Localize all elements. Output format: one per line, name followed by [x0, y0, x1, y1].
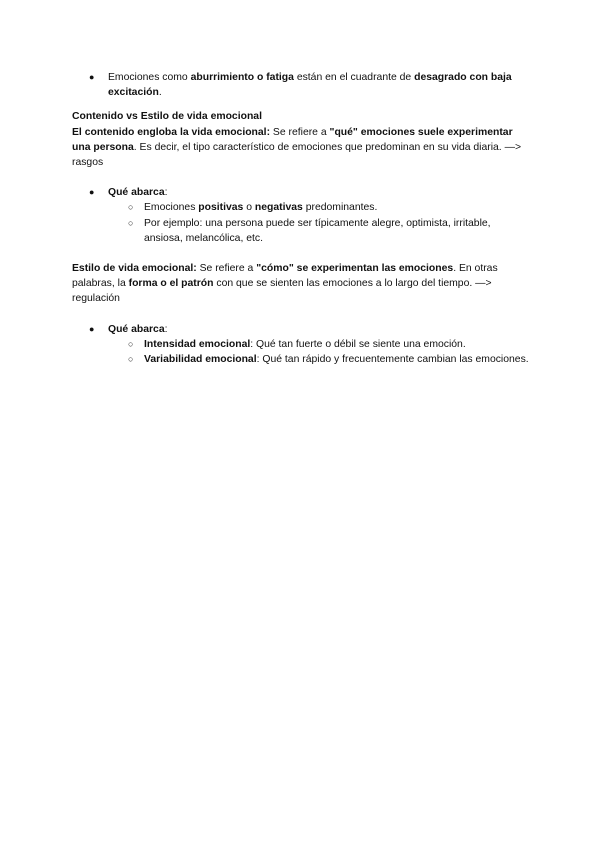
intro-bold-1: aburrimiento o fatiga: [190, 72, 294, 83]
estilo-lead: Estilo de vida emocional:: [72, 263, 197, 275]
intro-text-2: están en el cuadrante de: [293, 72, 415, 83]
disc-bullet-icon: ●: [89, 323, 95, 334]
abarca-label: Qué abarca: [108, 187, 165, 199]
contenido-text-2: . Es decir, el tipo característico de emociones que predominan en su vida diaria. —> rasgos: [72, 141, 522, 169]
contenido-list: [72, 185, 532, 246]
list-item: ● Qué abarca:: [72, 185, 532, 200]
estilo-list: [72, 322, 532, 368]
estilo-paragraph: Estilo de vida emocional: Se refiere a "cómo" se experimentan las emociones. En otras palabras, la forma o el patrón con que se sienten las emociones a lo largo del tiempo. —> regulación: [72, 263, 498, 305]
contenido-text-1: Se refiere a: [270, 126, 330, 138]
contenido-paragraph: [72, 125, 532, 171]
list-item: ○ Variabilidad emocional: Qué tan rápido y frecuentemente cambian las emociones.: [72, 352, 532, 367]
abarca-label: Qué abarca: [108, 323, 165, 335]
section-heading: Contenido vs Estilo de vida emocional: [72, 111, 262, 123]
list-item: ○ Emociones positivas o negativas predominantes.: [72, 200, 532, 215]
circle-bullet-icon: ○: [128, 338, 134, 349]
circle-bullet-icon: ○: [128, 354, 134, 365]
intro-list: [72, 70, 532, 100]
document-page: [72, 70, 532, 367]
circle-bullet-icon: ○: [128, 217, 134, 228]
contenido-bold-1: "qué" emociones suele experimentar una persona: [72, 126, 513, 153]
intro-text-1: Emociones como: [108, 72, 191, 83]
circle-bullet-icon: ○: [128, 202, 134, 213]
disc-bullet-icon: ●: [89, 187, 95, 198]
list-item: [72, 70, 532, 100]
intro-text-3: .: [158, 87, 162, 99]
list-item: ○ Por ejemplo: una persona puede ser típicamente alegre, optimista, irritable, ansiosa, melancólica, etc.: [128, 217, 491, 244]
list-item: ● Qué abarca:: [72, 322, 532, 337]
disc-bullet-icon: ●: [89, 72, 95, 82]
list-item: ○ Intensidad emocional: Qué tan fuerte o débil se siente una emoción.: [72, 337, 532, 352]
intro-bold-2: desagrado con baja excitación: [108, 72, 512, 99]
contenido-lead: El contenido engloba la vida emocional:: [72, 126, 271, 138]
